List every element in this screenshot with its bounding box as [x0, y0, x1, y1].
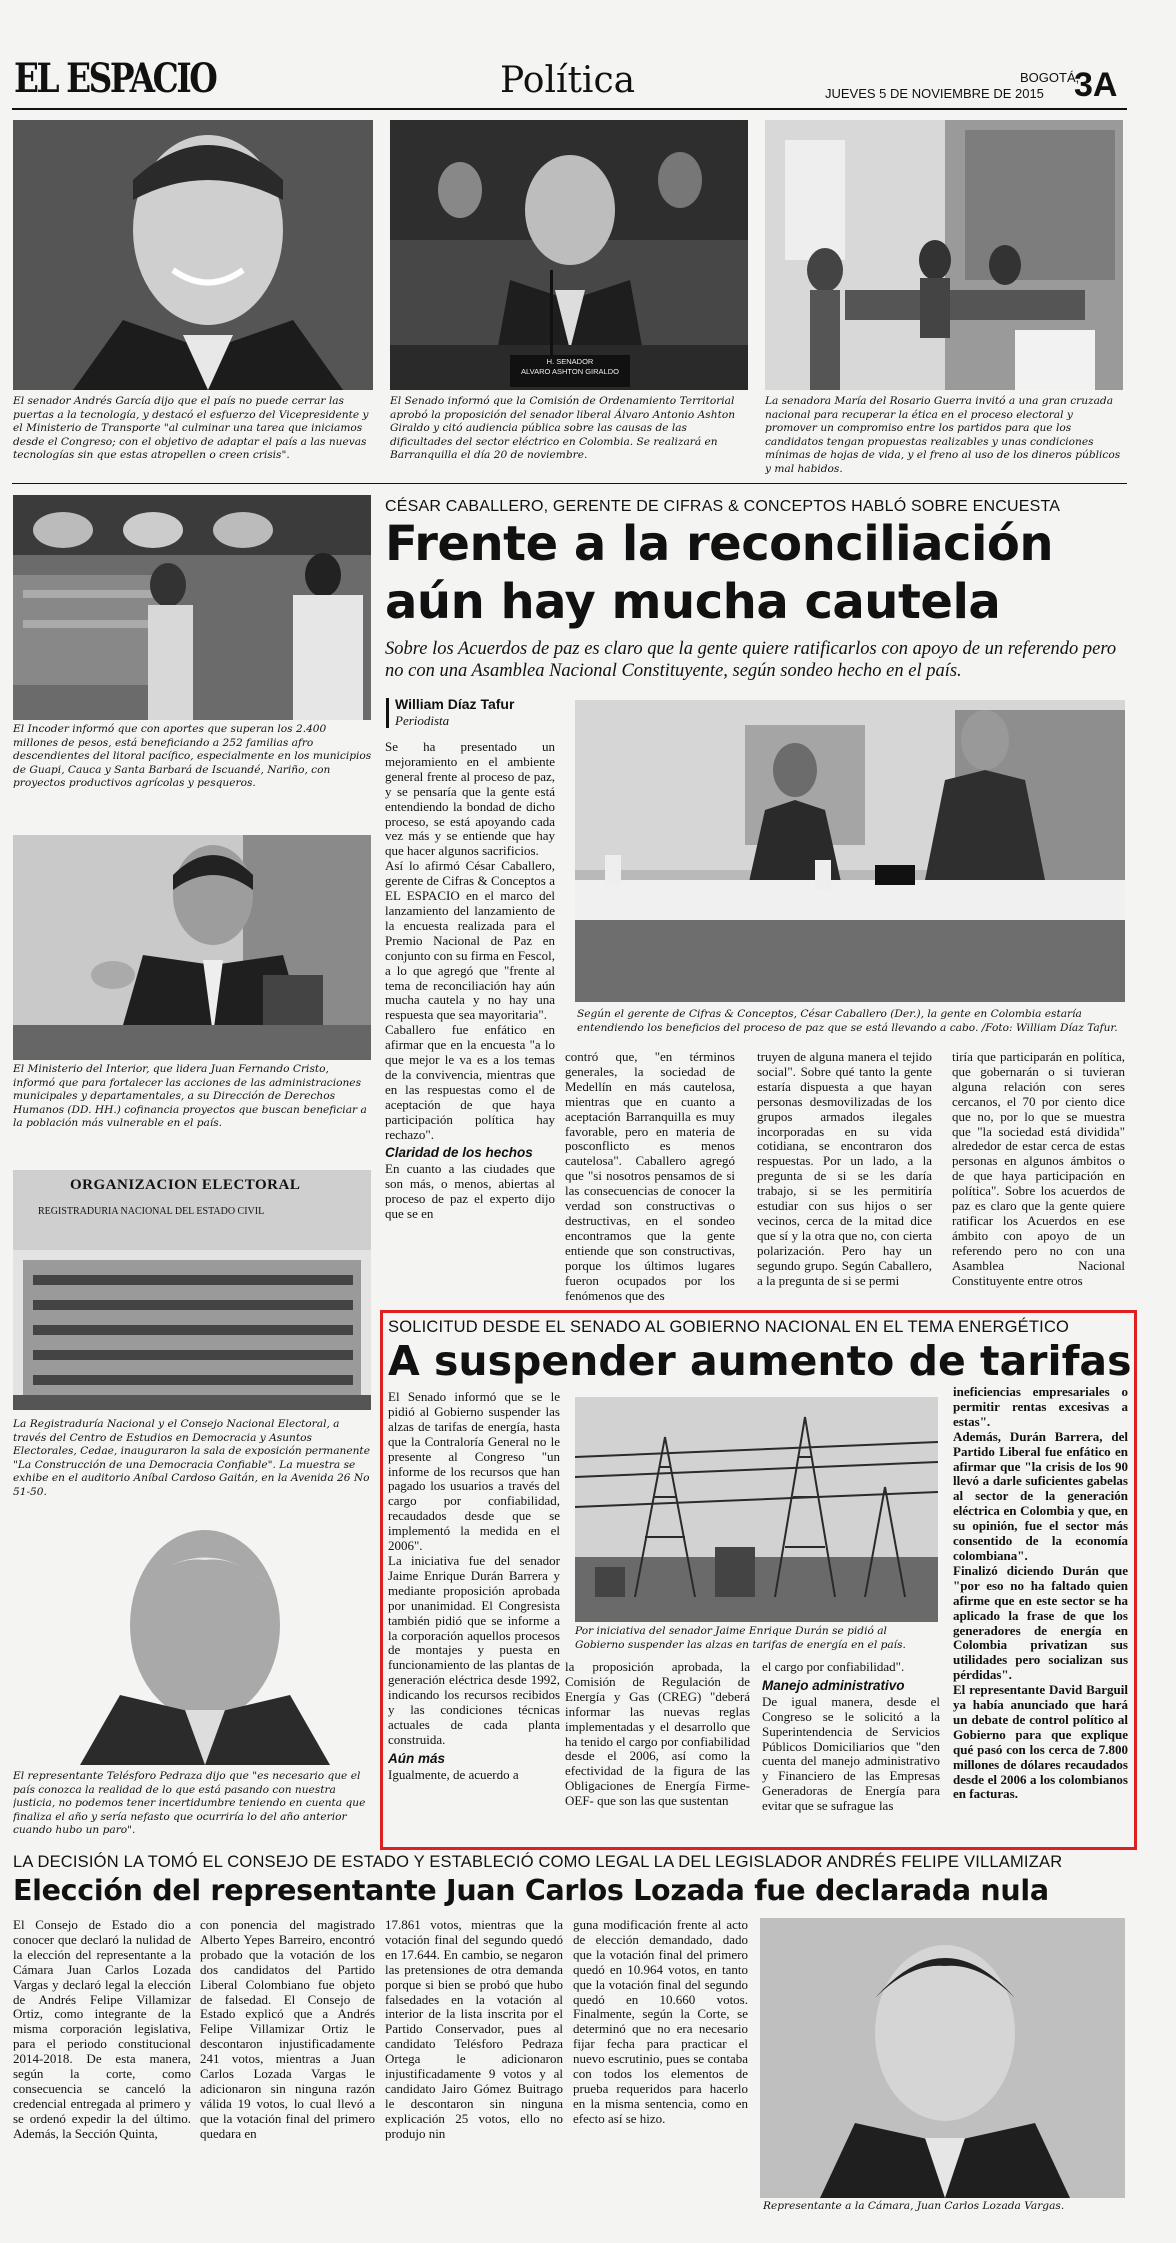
photo-pedraza [60, 1525, 350, 1765]
photo-ministerio-interior [13, 835, 371, 1060]
article2-column-4: ineficiencias empresariales o permitir rentas excesivas a estas". Además, Durán Barrera, del Partido Liberal fue enfático en afirmar que "la crisis de los 90 llevó a darle suficientes gabelas al sector de la generación eléctrica en Colombia y que, en su opinión, fue el sector más consentido de la economía colombiana". Finalizó diciendo Durán que "por eso no ha faltado quien afirme que en este sector se ha aplicado la frase de que los generadores de energía en Colombia privatizan sus utilidades pero socializan sus pérdidas". El representante David Barguil ya había anunciado que hará un debate de control político al Gobierno para que explique qué pasó con los cerca de 7.800 millones de dólares recaudados desde el 2006 a los colombianos en facturas. [953, 1385, 1128, 1802]
top-section-rule [12, 483, 1127, 484]
section-title: Política [500, 60, 636, 101]
photo-andres-garcia [13, 120, 373, 390]
caption-pedraza: El representante Telésforo Pedraza dijo que "es necesario que el país conozca la realidad de lo que está pasando con nuestra justicia, no podemos tener incertidumbre teniendo en cuenta que finaliza el año y sería nefasto que ocurriría lo del año anterior cuando hubo un paro". [13, 1770, 366, 1837]
building-sign-2: REGISTRADURIA NACIONAL DEL ESTADO CIVIL [38, 1206, 265, 1217]
article1-column-4: tiría que participarán en política, que gobernarán o si tuvieran alguna relación con seres cercanos, el 70 por ciento dice que no, por lo que se muestra que "la sociedad está dividida" alrededor de estar cerca de estas personas en algunos ámbitos o de que haya participación en política". Sobre los acuerdos de paz es claro que la gente quiere ratificar los Acuerdos en ese ámbito con apoyo de un referendo pero no con una Asamblea Nacional Constituyente entre otros [952, 1050, 1125, 1288]
article2-column-1: El Senado informó que se le pidió al Gobierno suspender las alzas de tarifas de energía, hasta que la Contraloría General no le presente al Congreso "un informe de los recursos que han pagado los usuarios a través del cargo por confiabilidad, recaudados desde que se implementó la medida en el 2006". La iniciativa fue del senador Jaime Enrique Durán Barrera y mediante proposición aprobada por unanimidad. El Congresista también pidió que se informe a la corporación aquellos procesos de montajes y puesta en funcionamiento de las plantas de generación eléctrica desde 1992, indicando los recursos recibidos y las condiciones técnicas actuales de cada planta construida. Aún más Igualmente, de acuerdo a [388, 1390, 560, 1782]
article2-column-2: la proposición aprobada, la Comisión de Regulación de Energía y Gas (CREG) "deberá informar las nuevas reglas implementadas y el desarrollo que ha tenido el cargo por confiabilidad desde el 2006, así como la efectividad de la figura de las Obligaciones de Energía Firme- OEF- que son las que sustentan [565, 1660, 750, 1809]
article1-headline-2[interactable]: aún hay mucha cautela [385, 574, 1001, 630]
photo-caballero-meeting [575, 700, 1125, 1002]
article2-headline[interactable]: A suspender aumento de tarifas [388, 1337, 1132, 1385]
article1-column-2: contró que, "en términos generales, la sociedad de Medellín en más cautelosa, mientras que en cuanto a aceptación Barranquilla es muy favorable, pero en materia de posconflicto es menos cautelosa". Caballero agregó que "si nosotros pensamos de si las consecuencias de conocer la verdad son constructivas o destructivas, en el sondeo encontramos que la gente entiende que son constructivas, porque los últimos lugares fueron ocupados por los fenómenos que des [565, 1050, 735, 1303]
masthead-city: BOGOTÁ, [1020, 70, 1080, 85]
masthead-logo[interactable]: EL ESPACIO [14, 55, 216, 102]
article1-deck: Sobre los Acuerdos de paz es claro que la gente quiere ratificarlos con apoyo de un referendo pero no con una Asamblea Nacional Constituyente, según sondeo hecho en el país. [385, 639, 1117, 681]
photo-lozada [760, 1918, 1125, 2198]
article3-column-1: El Consejo de Estado dio a conocer que declaró la nulidad de la elección del representante a la Cámara Juan Carlos Lozada Vargas y declaró legal la elección de Andrés Felipe Villamizar Ortiz, como integrante de la misma corporación legislativa, para el periodo constitucional 2014-2018. De esta manera, según la corte, como consecuencia se canceló la credencial entregada al primero y se ordenó expedir la del último. Además, la Sección Quinta, [13, 1918, 191, 2141]
caption-registraduria: La Registraduría Nacional y el Consejo Nacional Electoral, a través del Centro de Estudios en Democracia y Asuntos Electorales, Cedae, inauguraron la sala de exposición permanente "La Construcción de una Democracia Confiable". La muestra se exhibe en el auditorio Aníbal Cardoso Gaitán, en la Avenida 26 No 51-50. [13, 1418, 370, 1498]
article2-subhead-1: Aún más [388, 1750, 446, 1766]
caption-lozada: Representante a la Cámara, Juan Carlos Lozada Vargas. [763, 2200, 1065, 2212]
byline-bar [386, 698, 389, 728]
placard-text: H. SENADOR ALVARO ASHTON GIRALDO [521, 357, 619, 376]
article1-photo-caption: Según el gerente de Cifras & Conceptos, César Caballero (Der.), la gente en Colombia estaría entendiendo los beneficios del proceso de paz que se está llevando a cabo. /Foto: William Díaz Tafur. [577, 1008, 1118, 1034]
article2-photo-caption: Por iniciativa del senador Jaime Enrique Durán se pidió al Gobierno suspender las alzas en tarifas de energía en el país. [575, 1625, 906, 1651]
caption-andres-garcia: El senador Andrés García dijo que el país no puede cerrar las puertas a la tecnología, y destacó el esfuerzo del Vicepresidente y el Ministerio de Transporte "al culminar una tarea que iniciamos desde el Congreso; con el objetivo de adaptar el país a las nuevas tecnologías sin que estas atropellen o creen crisis". [13, 395, 369, 462]
article2-column-3: el cargo por confiabilidad". Manejo administrativo De igual manera, desde el Congreso se le solicitó a la Superintendencia de Servicios Públicos Domiciliarios que "den cuenta del manejo administrativo y Financiero de las Empresas Generadoras de Energía para evitar que se sufrague las [762, 1660, 940, 1814]
article1-column-3: truyen de alguna manera el tejido social". Sobre qué tanto la gente estaría dispuesta a que hayan personas desmovilizadas de los grupos armados ilegales incorporadas en su vida cotidiana, se encontraron dos respuestas. Por un lado, a la pregunta de si se les daría trabajo, si se les permitiría estudiar con sus hijos o ser vecinos, cerca de la mitad dice que sí y la otra que no, con cierta polarización. Pero hay un segundo grupo. Según Caballero, a la pregunta de si se permi [757, 1050, 932, 1288]
photo-senator-guerra [765, 120, 1123, 390]
article1-subhead: Claridad de los hechos [385, 1145, 533, 1161]
photo-senate-commission [390, 120, 748, 390]
article1-kicker: CÉSAR CABALLERO, GERENTE DE CIFRAS & CONCEPTOS HABLÓ SOBRE ENCUESTA [385, 498, 1061, 515]
article1-author: William Díaz Tafur [395, 696, 515, 712]
article3-column-4: guna modificación frente al acto de elección demandado, dado que la votación final del primero quedó en 10.964 votos, en tanto que la votación final del segundo quedó en 10.660 votos. Finalmente, según la Corte, se determinó que no era necesario fijar fecha para practicar el nuevo escrutinio, pues se contaba con todos los elementos de prueba requeridos para hacerlo en la misma sentencia, como en efecto así se hizo. [573, 1918, 748, 2126]
article3-kicker: LA DECISIÓN LA TOMÓ EL CONSEJO DE ESTADO Y ESTABLECIÓ COMO LEGAL LA DEL LEGISLADOR ANDRÉS FELIPE VILLAMIZAR [13, 1853, 1063, 1871]
caption-ministerio-interior: El Ministerio del Interior, que lidera Juan Fernando Cristo, informó que para fortalecer las acciones de las administraciones municipales y departamentales, a su Dirección de Derechos Humanos (DD. HH.) cofinancia proyectos que buscan beneficiar a la población más vulnerable en el país. [13, 1063, 367, 1130]
caption-incoder: El Incoder informó que con aportes que superan los 2.400 millones de pesos, está beneficiando a 252 familias afro descendientes del litoral pacífico, especialmente en los municipios de Guapi, Cauca y Santa Barbará de Iscuandé, Nariño, con proyectos productivos agrícolas y pesqueros. [13, 723, 372, 790]
photo-incoder [13, 495, 371, 720]
masthead-rule [12, 108, 1127, 110]
caption-senate-commission: El Senado informó que la Comisión de Ordenamiento Territorial aprobó la proposición del senador liberal Álvaro Antonio Ashton Giraldo y citó audiencia pública sobre las causas de las dificultades del sector eléctrico en Colombia. Se realizará en Barranquilla el día 20 de noviembre. [390, 395, 736, 462]
article1-headline-1[interactable]: Frente a la reconciliación [385, 516, 1054, 572]
article2-subhead-2: Manejo administrativo [762, 1677, 905, 1693]
photo-power-plant [575, 1397, 938, 1622]
article2-kicker: SOLICITUD DESDE EL SENADO AL GOBIERNO NACIONAL EN EL TEMA ENERGÉTICO [388, 1318, 1070, 1336]
masthead-date: JUEVES 5 DE NOVIEMBRE DE 2015 [825, 86, 1044, 101]
article3-column-3: 17.861 votos, mientras que la votación final del segundo quedó en 17.644. En cambio, se negaron las pretensiones de otra demanda porque si bien se probó que hubo falsedades en la votación al interior de la lista inscrita por el Partido Conservador, pues al candidato Telésforo Pedraza Ortega le adicionaron injustificadamente 9 votos y al candidato Jairo Gómez Buitrago le descontaron sin ninguna explicación 25 votos, ello no produjo nin [385, 1918, 563, 2141]
article3-headline[interactable]: Elección del representante Juan Carlos Lozada fue declarada nula [13, 1874, 1049, 1907]
page-number: 3A [1074, 66, 1118, 104]
article1-author-role: Periodista [395, 713, 450, 728]
article3-column-2: con ponencia del magistrado Alberto Yepes Barreiro, encontró probado que la votación de los dos candidatos del Partido Liberal Colombiano fue objeto de falsedad. El Consejo de Estado explicó que a Andrés Felipe Villamizar Ortiz le descontaron injustificadamente 241 votos, mientras a Juan Carlos Lozada Vargas le adicionaron sin ninguna razón válida 19 votos, lo cual llevó a que la votación final del primero quedara en [200, 1918, 375, 2141]
article1-column-1: Se ha presentado un mejoramiento en el ambiente general frente al proceso de paz, y se pensaría que la gente está entendiendo la bondad de dicho proceso, se está apoyando cada vez más y se entiende que hay que hacer algunos sacrificios. Así lo afirmó César Caballero, gerente de Cifras & Conceptos a EL ESPACIO en el marco del lanzamiento del lanzamiento de la encuesta realizada para el Premio Nacional de Paz en conjunto con su firma en Fescol, a lo que agregó que "frente al tema de reconciliación hay aún mucha cautela y no hay una respuesta que sea mayoritaria". Caballero fue enfático en afirmar que en la encuesta "a lo que mejor le va es a los temas de la convivencia, mientras que en las respuestas como el de aceptación de que haya participación política hay rechazo". Claridad de los hechos En cuanto a las ciudades que son más, o menos, abiertas al proceso de paz el experto dijo que se en [385, 740, 555, 1222]
caption-senator-guerra: La senadora María del Rosario Guerra invitó a una gran cruzada nacional para recuperar la ética en el proceso electoral y promover un compromiso entre los partidos para que los candidatos tengan propuestas realizables y unas condiciones mínimas de hojas de vida, y el freno al uso de los dineros públicos y mal habidos. [765, 395, 1121, 475]
building-sign-1: ORGANIZACION ELECTORAL [70, 1177, 301, 1193]
